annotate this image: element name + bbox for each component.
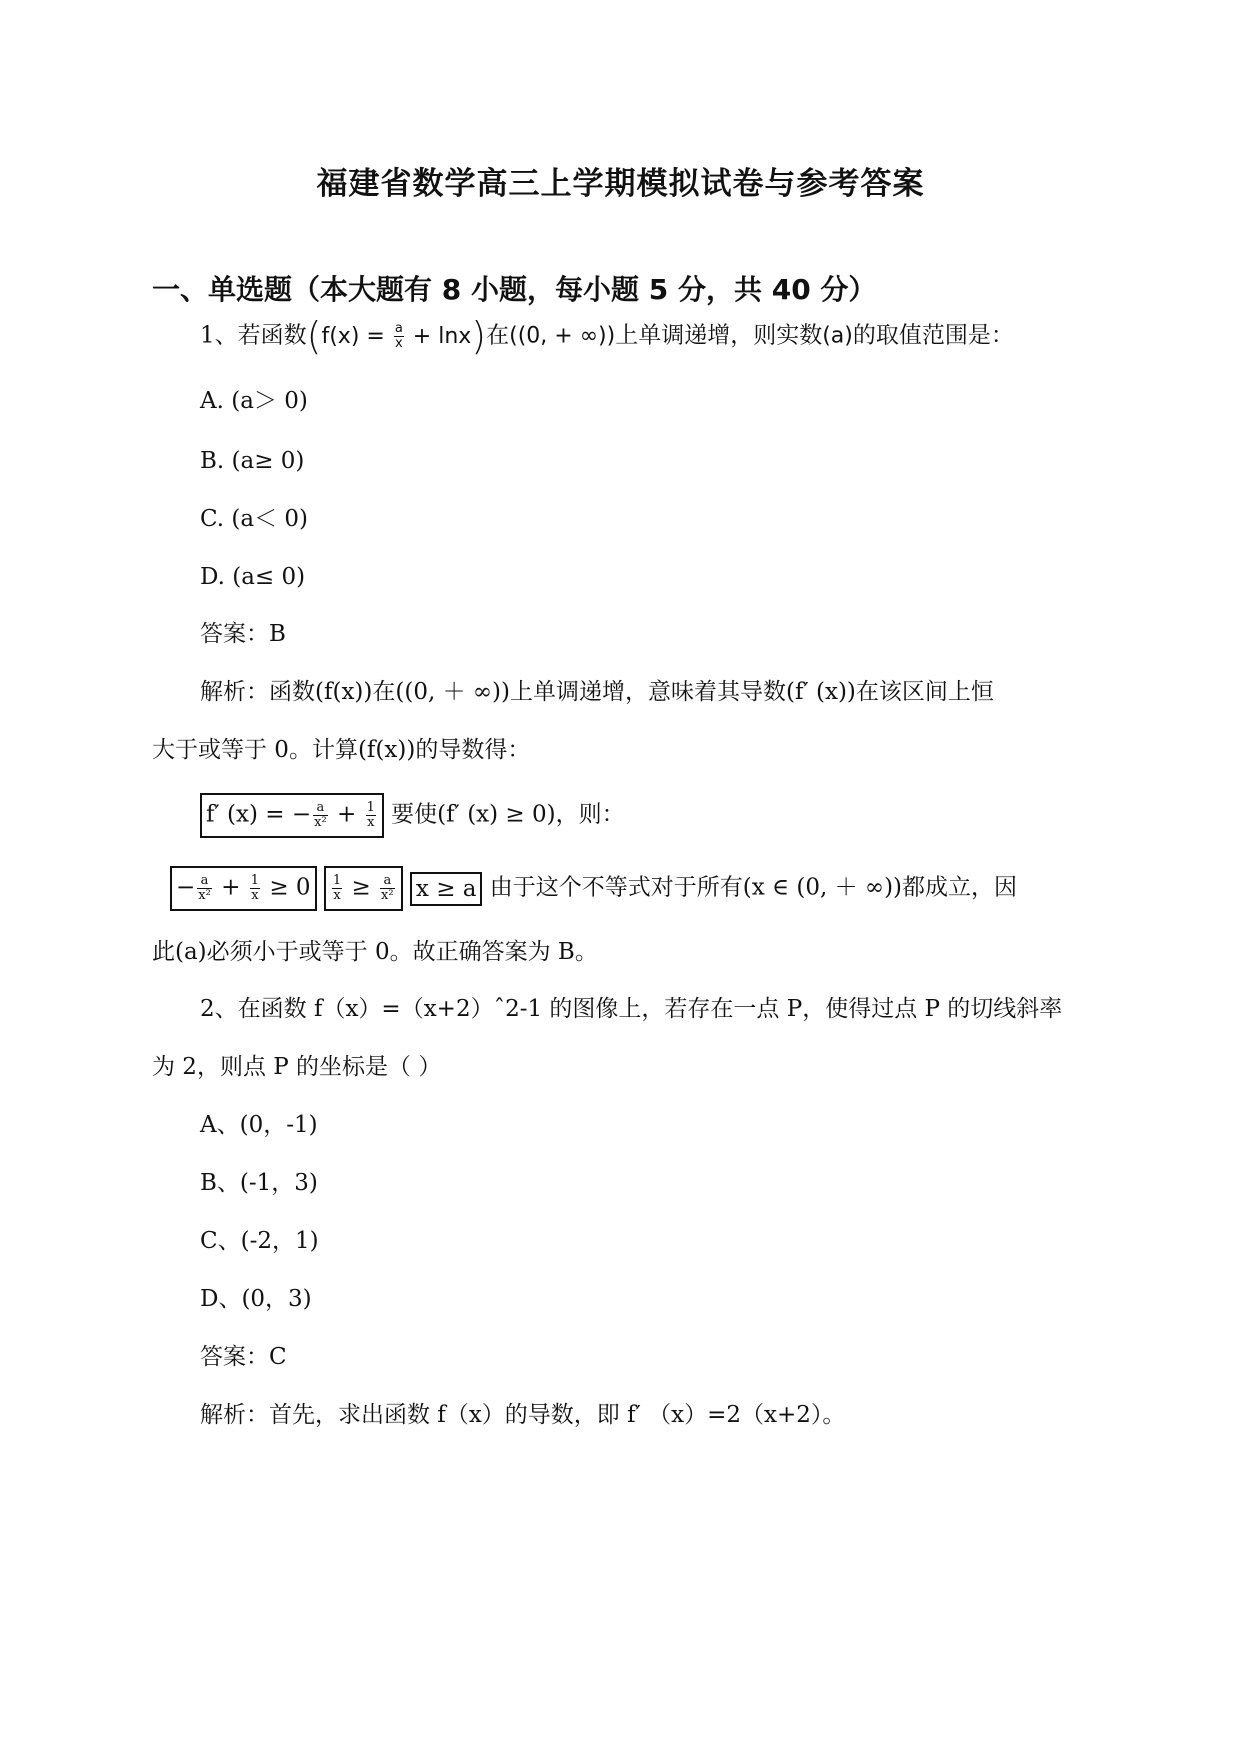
q2-stem-line1: 2、在函数 f（x）=（x+2）ˆ2-1 的图像上，若存在一点 P，使得过点 P 的切线斜率 <box>200 996 1063 1022</box>
q2-option-c: C、(-2，1) <box>200 1228 319 1254</box>
deriv-frac1-num: a <box>313 801 328 816</box>
q1-frac-den: x <box>394 336 403 351</box>
q1-fx-rhs: + lnx <box>405 323 472 349</box>
ineq2-frac2 <box>380 874 395 903</box>
q1-fx-lhs: f(x) = <box>321 323 392 349</box>
ineq2-frac2-num: a <box>380 874 395 889</box>
q1-derivative-line <box>200 793 1150 838</box>
q1-derivative-formula <box>200 793 384 838</box>
q1-analysis-line1: 解析：函数(f(x))在((0, ＋ ∞))上单调递增，意味着其导数(f′ (x))在该区间上恒 <box>200 679 994 705</box>
q1-fraction <box>394 322 404 351</box>
ineq-text: 由于这个不等式对于所有(x ∈ (0, ＋ ∞))都成立，因 <box>482 874 1018 901</box>
ineq2-ge: ≥ <box>344 874 379 901</box>
q1-tail: 的取值范围是： <box>852 322 1014 349</box>
ineq1-tail: ≥ 0 <box>262 874 311 901</box>
deriv-frac1-den: x² <box>314 815 327 830</box>
document-title: 福建省数学高三上学期模拟试卷与参考答案 <box>316 166 925 202</box>
deriv-after: 要使(f′ (x) ≥ 0)，则： <box>383 801 625 828</box>
ineq1-frac2-num: 1 <box>250 873 260 888</box>
ineq2-frac1-den: x <box>333 888 341 903</box>
ineq2 <box>324 866 403 911</box>
ineq2-frac2-den: x² <box>381 888 394 903</box>
q1-var: (a) <box>822 323 853 349</box>
ineq1-frac1-den: x² <box>198 888 211 903</box>
q1-stem <box>200 313 1150 358</box>
deriv-plus: + <box>329 801 364 828</box>
ineq1-frac1-num: a <box>197 874 212 889</box>
q1-end: 上单调递增，则实数 <box>615 322 823 349</box>
q2-option-b: B、(-1，3) <box>200 1170 318 1196</box>
q2-answer: 答案：C <box>200 1344 287 1370</box>
ineq1-minus: − <box>176 874 196 901</box>
q1-answer: 答案：B <box>200 621 286 647</box>
q1-middle: 在 <box>486 322 510 349</box>
deriv-frac2-den: x <box>367 815 375 830</box>
q1-option-a: A. (a＞ 0) <box>200 388 308 414</box>
q1-option-b: B. (a≥ 0) <box>200 448 305 474</box>
q1-inequality-line <box>170 866 1120 911</box>
q2-option-d: D、(0，3) <box>200 1286 312 1312</box>
q1-option-c: C. (a＜ 0) <box>200 506 309 532</box>
deriv-lhs: f′ (x) = − <box>206 801 312 828</box>
section-heading: 一、单选题（本大题有 8 小题，每小题 5 分，共 40 分） <box>152 273 877 306</box>
ineq1 <box>170 866 317 911</box>
q1-function: (f(x) = $\frac{a}{x}$ + lnx) <box>306 313 487 358</box>
ineq2-frac1 <box>332 874 342 903</box>
q1-analysis-line2: 大于或等于 0。计算(f(x))的导数得： <box>152 737 531 763</box>
q1-interval: ((0, + ∞)) <box>509 323 616 349</box>
q1-number: 1、若函数 <box>200 322 307 349</box>
ineq1-frac1 <box>197 874 212 903</box>
q2-option-a: A、(0，-1) <box>200 1112 318 1138</box>
ineq2-frac1-num: 1 <box>332 873 342 888</box>
q1-frac-num: a <box>394 321 403 336</box>
q2-stem-line2: 为 2，则点 P 的坐标是（ ） <box>152 1054 442 1080</box>
q1-analysis-line5: 此(a)必须小于或等于 0。故正确答案为 B。 <box>152 939 598 965</box>
deriv-frac2 <box>366 801 376 830</box>
q1-option-d: D. (a≤ 0) <box>200 564 306 590</box>
ineq1-frac2-den: x <box>251 888 259 903</box>
q2-analysis: 解析：首先，求出函数 f（x）的导数，即 f′ （x）=2（x+2）。 <box>200 1402 846 1428</box>
ineq1-plus: + <box>213 874 248 901</box>
deriv-frac1 <box>313 801 328 830</box>
ineq3: x ≥ a <box>410 872 483 906</box>
ineq1-frac2 <box>250 874 260 903</box>
deriv-frac2-num: 1 <box>366 800 375 815</box>
